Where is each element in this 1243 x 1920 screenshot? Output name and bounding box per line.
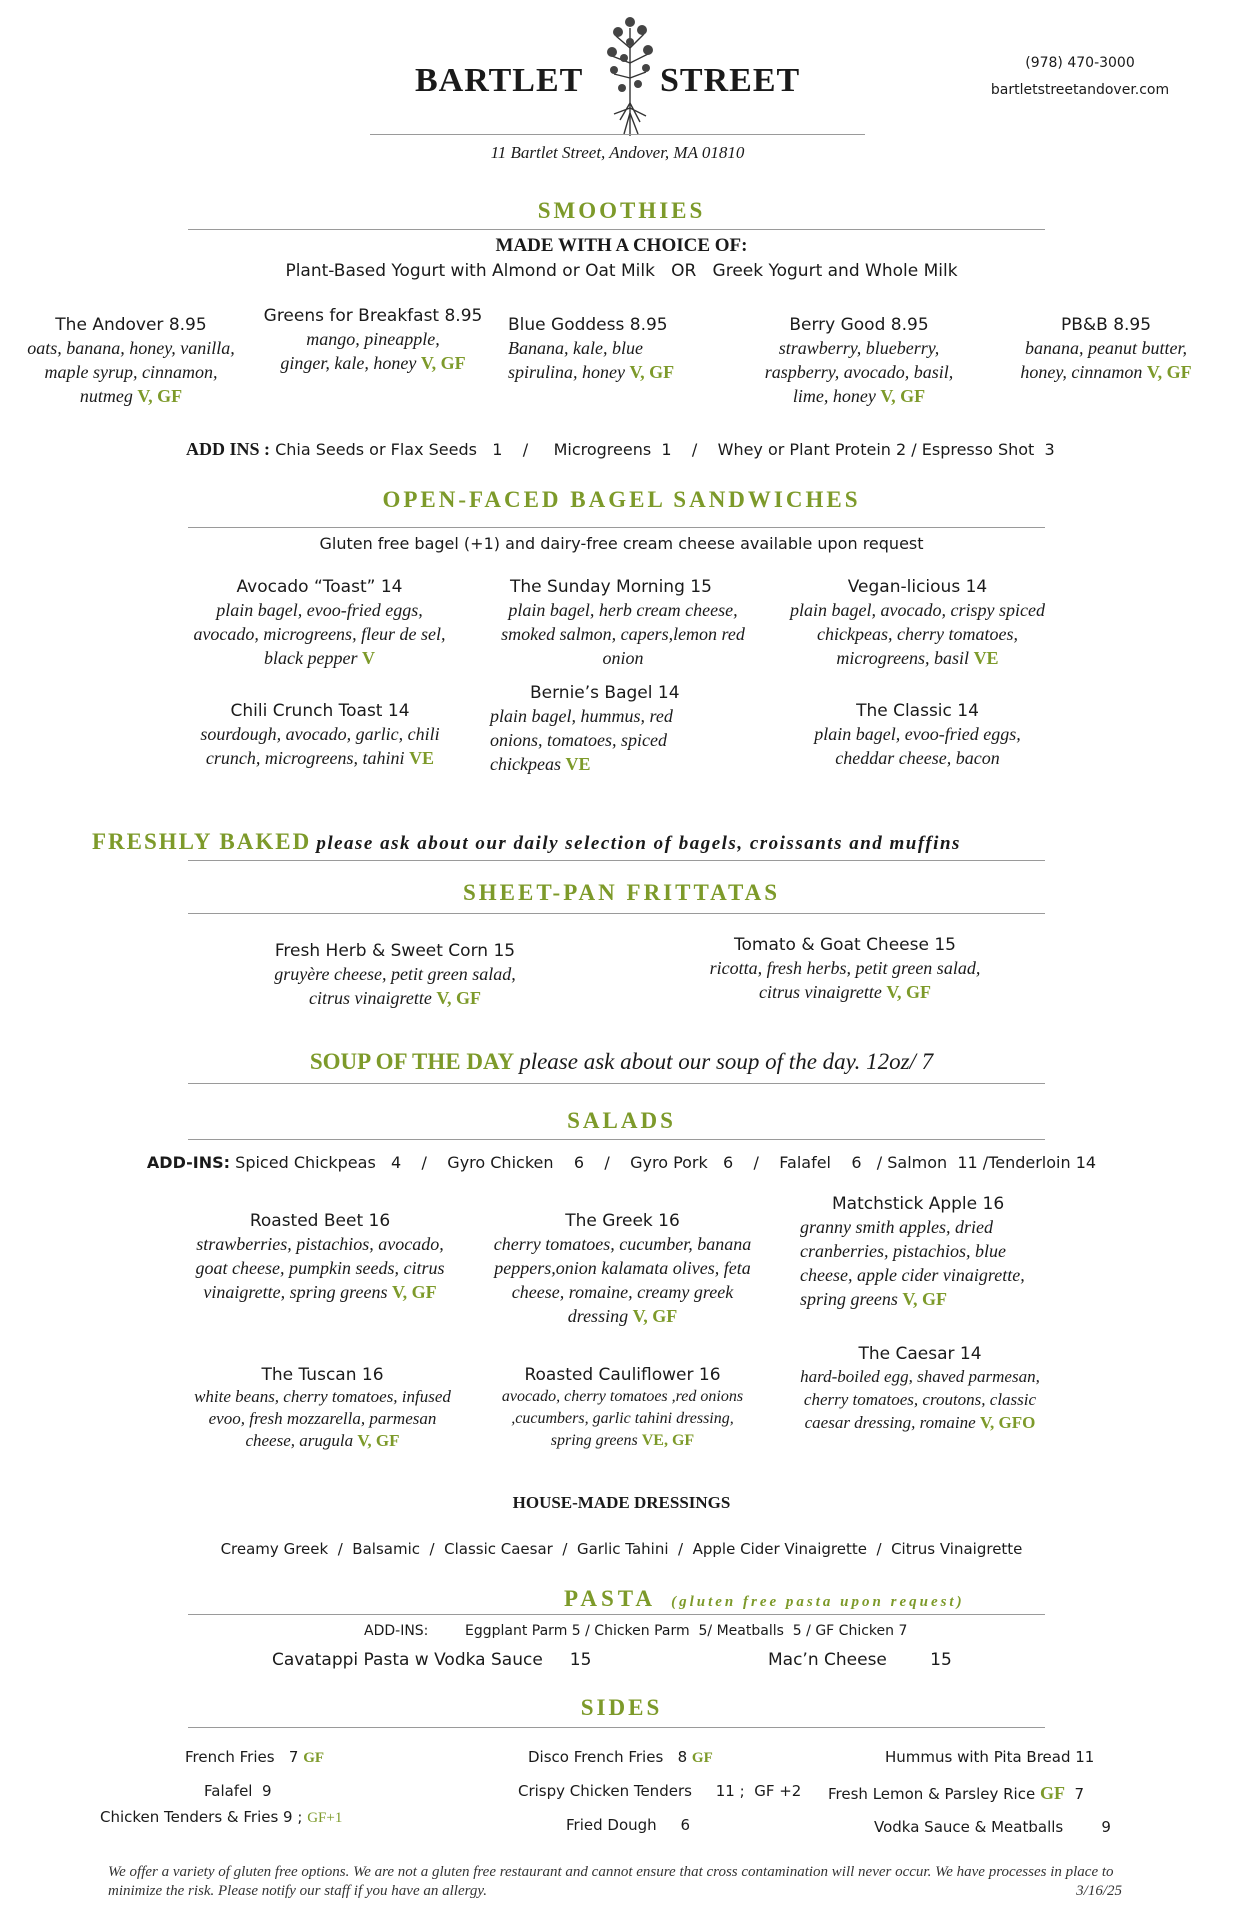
item-desc: oats, banana, honey, vanilla, maple syrup, cinnamon, nutmeg V, GF — [27, 338, 235, 406]
diet-tags: V, GF — [629, 362, 675, 382]
bagel-item — [785, 576, 1050, 670]
item-desc: strawberries, pistachios, avocado, goat cheese, pumpkin seeds, citrus vinaigrette, spring greens V, GF — [195, 1234, 445, 1302]
smoothies-divider — [188, 229, 1045, 230]
smoothies-subtitle: MADE WITH A CHOICE OF: — [495, 235, 748, 256]
item-name: The Greek 16 — [565, 1211, 680, 1231]
bagels-note: Gluten free bagel (+1) and dairy-free cream cheese available upon request — [319, 534, 924, 553]
item-name: The Sunday Morning 15 — [510, 577, 712, 597]
salad-item — [190, 1364, 455, 1452]
side-item: Crispy Chicken Tenders 11 ; GF +2 — [518, 1782, 802, 1800]
bagels-divider — [188, 527, 1045, 528]
pasta-addins-list: Eggplant Parm 5 / Chicken Parm 5/ Meatballs 5 / GF Chicken 7 — [465, 1623, 908, 1639]
diet-tags: V, GF — [357, 1431, 400, 1450]
item-desc: plain bagel, herb cream cheese, smoked salmon, capers,lemon red onion — [501, 600, 745, 668]
addins-list: Spiced Chickpeas 4 / Gyro Chicken 6 / Gyro Pork 6 / Falafel 6 / Salmon 11 /Tenderloin 14 — [235, 1153, 1097, 1172]
sides-title: SIDES — [580, 1695, 663, 1720]
soup-title: SOUP OF THE DAY — [309, 1049, 515, 1074]
smoothie-item — [1000, 314, 1212, 384]
bagel-item — [490, 682, 720, 776]
salad-item — [785, 1343, 1055, 1434]
item-name: Chili Crunch Toast 14 — [230, 701, 410, 721]
diet-tags: V, GF — [632, 1306, 678, 1326]
diet-tags: VE — [565, 754, 591, 774]
smoothies-base-options: Plant-Based Yogurt with Almond or Oat Milk OR Greek Yogurt and Whole Milk — [285, 261, 958, 281]
item-name: The Andover 8.95 — [55, 315, 207, 335]
side-item: Falafel 9 — [204, 1782, 272, 1800]
diet-tags: VE, GF — [641, 1432, 695, 1449]
item-desc: strawberry, blueberry, raspberry, avocado, basil, lime, honey V, GF — [764, 338, 954, 406]
pasta-item: Mac’n Cheese 15 — [768, 1650, 952, 1670]
dressings-title: HOUSE-MADE DRESSINGS — [512, 1493, 731, 1512]
sides-divider — [188, 1727, 1045, 1728]
frittatas-divider — [188, 913, 1045, 914]
salad-item — [800, 1193, 1050, 1311]
freshly-baked-title: FRESHLY BAKED — [92, 829, 312, 854]
item-desc: white beans, cherry tomatoes, infused evoo, fresh mozzarella, parmesan cheese, arugula V, GF — [194, 1387, 451, 1450]
smoothie-item — [508, 314, 708, 384]
item-desc: Banana, kale, blue spirulina, honey V, GF — [508, 338, 675, 382]
diet-tags: V, GF — [880, 386, 926, 406]
item-name: Fresh Herb & Sweet Corn 15 — [274, 941, 516, 961]
diet-tags: V, GF — [137, 386, 183, 406]
menu-date: 3/16/25 — [1076, 1883, 1122, 1899]
salad-item — [490, 1210, 755, 1328]
item-name: Matchstick Apple 16 — [832, 1194, 1005, 1214]
item-name: Roasted Beet 16 — [249, 1211, 391, 1231]
pasta-divider — [188, 1614, 1045, 1615]
brand-right: STREET — [660, 62, 801, 99]
item-name: Roasted Cauliflower 16 — [524, 1365, 721, 1385]
address: 11 Bartlet Street, Andover, MA 01810 — [490, 143, 745, 162]
brand-left: BARTLET — [415, 62, 584, 99]
bagel-item — [192, 576, 447, 670]
frittata-item — [250, 940, 540, 1010]
item-desc: banana, peanut butter, honey, cinnamon V, GF — [1020, 338, 1192, 382]
phone[interactable]: (978) 470-3000 — [1025, 55, 1135, 71]
bagel-item — [488, 576, 758, 670]
diet-tags: GF+1 — [307, 1810, 343, 1826]
salads-divider — [188, 1139, 1045, 1140]
item-desc: plain bagel, evoo-fried eggs, cheddar cheese, bacon — [814, 724, 1021, 768]
diet-tags: V, GF — [886, 982, 931, 1002]
salad-addins — [0, 1153, 1243, 1172]
item-desc: granny smith apples, dried cranberries, pistachios, blue cheese, apple cider vinaigrette, spring greens V, GF — [800, 1217, 1025, 1309]
diet-tags: GF — [691, 1750, 713, 1766]
tree-logo-icon — [600, 8, 660, 138]
addins-label: ADD INS : — [186, 439, 271, 459]
side-item: Fresh Lemon & Parsley Rice GF 7 — [828, 1783, 1085, 1803]
item-desc: cherry tomatoes, cucumber, banana peppers,onion kalamata olives, feta cheese, romaine, creamy greek dressing V, GF — [493, 1234, 752, 1326]
item-desc: hard-boiled egg, shaved parmesan, cherry tomatoes, croutons, classic caesar dressing, romaine V, GFO — [800, 1367, 1040, 1432]
soup-text: please ask about our soup of the day. 12oz/ 7 — [519, 1049, 934, 1074]
diet-tags: V, GFO — [979, 1413, 1036, 1432]
side-item: French Fries 7 GF — [185, 1748, 325, 1766]
diet-tags: V, GF — [420, 353, 466, 373]
dressings-list: Creamy Greek / Balsamic / Classic Caesar / Garlic Tahini / Apple Cider Vinaigrette / Citrus Vinaigrette — [220, 1540, 1023, 1558]
item-desc: plain bagel, avocado, crispy spiced chickpeas, cherry tomatoes, microgreens, basil VE — [790, 600, 1045, 668]
item-name: The Caesar 14 — [858, 1344, 982, 1364]
item-desc: plain bagel, evoo-fried eggs, avocado, microgreens, fleur de sel, black pepper V — [193, 600, 446, 668]
side-item: Chicken Tenders & Fries 9 ; GF+1 — [100, 1808, 343, 1826]
smoothie-item — [750, 314, 968, 408]
item-name: Bernie’s Bagel 14 — [530, 683, 680, 703]
item-name: The Tuscan 16 — [261, 1365, 384, 1385]
item-name: Avocado “Toast” 14 — [236, 577, 403, 597]
item-desc: sourdough, avocado, garlic, chili crunch, microgreens, tahini VE — [200, 724, 440, 768]
freshly-baked — [92, 829, 961, 855]
addins-label: ADD-INS: — [146, 1153, 231, 1172]
frittatas-title: SHEET-PAN FRITTATAS — [462, 880, 781, 905]
item-name: Tomato & Goat Cheese 15 — [734, 935, 956, 955]
item-desc: mango, pineapple, ginger, kale, honey V, GF — [280, 329, 466, 373]
diet-tags: GF — [303, 1750, 325, 1766]
salads-title: SALADS — [567, 1108, 676, 1133]
side-item: Fried Dough 6 — [566, 1816, 691, 1834]
pasta-title: PASTA — [564, 1586, 656, 1611]
side-item: Hummus with Pita Bread 11 — [885, 1748, 1095, 1766]
item-name: Vegan-licious 14 — [847, 577, 988, 597]
smoothie-item — [258, 305, 488, 375]
pasta-heading — [564, 1586, 965, 1612]
item-desc: ricotta, fresh herbs, petit green salad, citrus vinaigrette V, GF — [709, 958, 981, 1002]
addins-list: Chia Seeds or Flax Seeds 1 / Microgreens 1 / Whey or Plant Protein 2 / Espresso Shot 3 — [275, 440, 1055, 459]
freshly-baked-divider — [188, 860, 1045, 861]
soup-of-the-day — [0, 1049, 1243, 1075]
diet-tags: V, GF — [391, 1282, 437, 1302]
smoothies-title: SMOOTHIES — [537, 198, 706, 223]
diet-tags: VE — [973, 648, 999, 668]
side-item: Vodka Sauce & Meatballs 9 — [874, 1818, 1111, 1836]
item-desc: avocado, cherry tomatoes ,red onions ,cucumbers, garlic tahini dressing, spring greens VE, GF — [501, 1388, 744, 1449]
item-desc: plain bagel, hummus, red onions, tomatoes, spiced chickpeas VE — [490, 706, 673, 774]
item-name: The Classic 14 — [856, 701, 979, 721]
item-desc: gruyère cheese, petit green salad, citrus vinaigrette V, GF — [274, 964, 516, 1008]
smoothie-addins — [186, 439, 1055, 460]
pasta-item: Cavatappi Pasta w Vodka Sauce 15 — [272, 1650, 592, 1670]
frittata-item — [690, 934, 1000, 1004]
item-name: Berry Good 8.95 — [789, 315, 929, 335]
bagel-item — [200, 700, 440, 770]
website[interactable]: bartletstreetandover.com — [990, 82, 1170, 98]
diet-tags: V, GF — [436, 988, 481, 1008]
item-name: PB&B 8.95 — [1060, 315, 1152, 335]
diet-tags: GF — [1039, 1783, 1065, 1803]
diet-tags: V, GF — [902, 1289, 948, 1309]
diet-tags: V — [361, 648, 375, 668]
bagel-item — [790, 700, 1045, 770]
side-item: Disco French Fries 8 GF — [528, 1748, 713, 1766]
pasta-addins-label: ADD-INS: — [364, 1623, 429, 1639]
freshly-baked-text: please ask about our daily selection of bagels, croissants and muffins — [316, 833, 961, 854]
salad-item — [180, 1210, 460, 1304]
bagels-title: OPEN-FACED BAGEL SANDWICHES — [382, 487, 861, 512]
diet-tags: V, GF — [1146, 362, 1192, 382]
pasta-note: (gluten free pasta upon request) — [671, 1594, 965, 1610]
diet-tags: VE — [409, 748, 435, 768]
item-name: Blue Goddess 8.95 — [508, 315, 668, 335]
header-divider — [370, 134, 865, 135]
item-name: Greens for Breakfast 8.95 — [263, 306, 483, 326]
allergy-disclaimer: We offer a variety of gluten free options. We are not a gluten free restaurant and cannot ensure that cross contamination will never occur. We have processes in place to minimize the risk. Please notify our staff if you have an allergy. — [108, 1864, 1114, 1899]
smoothie-item — [22, 314, 240, 408]
soup-divider — [188, 1083, 1045, 1084]
salad-item — [500, 1364, 745, 1452]
